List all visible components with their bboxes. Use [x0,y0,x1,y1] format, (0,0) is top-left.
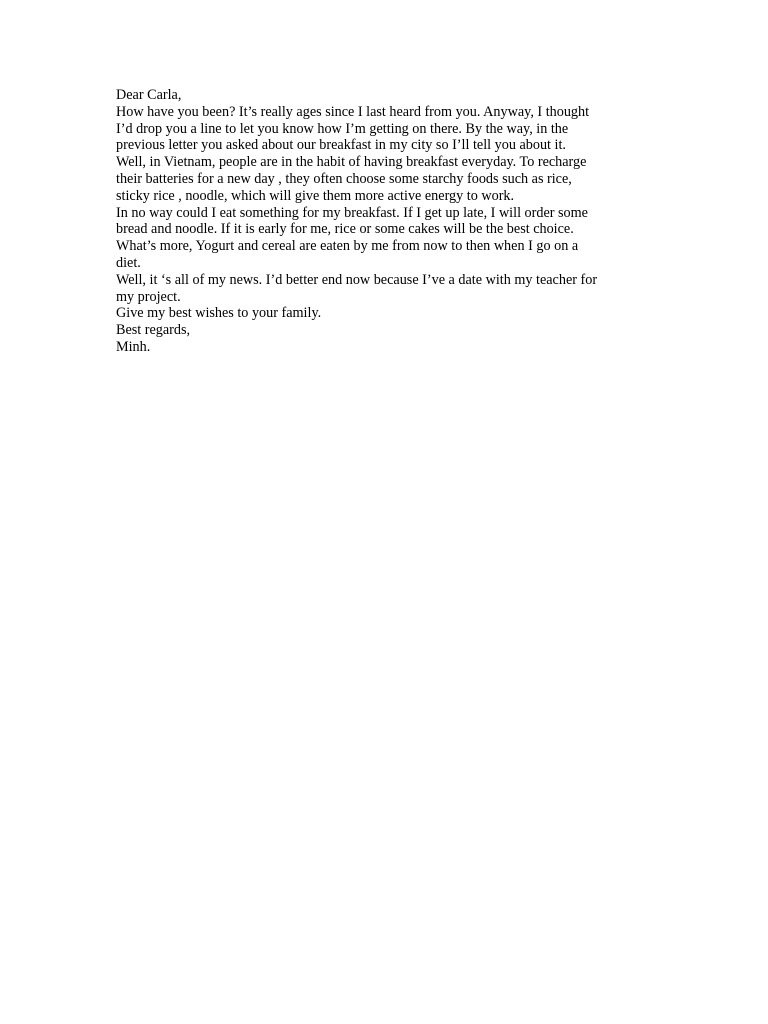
salutation: Dear Carla, [116,87,182,103]
letter-line: Well, in Vietnam, people are in the habit of having breakfast everyday. To recharge [116,154,587,171]
letter-body [116,87,656,356]
letter-line: I’d drop you a line to let you know how I’m getting on there. By the way, in the [116,120,569,137]
closing: Best regards, [116,322,191,339]
letter-line: previous letter you asked about our breakfast in my city so I’ll tell you about it. [116,137,566,154]
letter-line: How have you been? It’s really ages since I last heard from you. Anyway, I thought [116,103,590,120]
signature: Minh. [116,338,151,355]
letter-line: Give my best wishes to your family. [116,305,322,322]
letter-line: sticky rice , noodle, which will give them more active energy to work. [116,187,515,204]
letter-line: In no way could I eat something for my breakfast. If I get up late, I will order some [116,204,588,221]
letter-line: their batteries for a new day , they often choose some starchy foods such as rice, [116,170,572,187]
letter-line: What’s more, Yogurt and cereal are eaten by me from now to then when I go on a [116,238,579,255]
letter-line: my project. [116,288,181,305]
letter-line: Well, it ‘s all of my news. I’d better end now because I’ve a date with my teacher for [116,271,598,288]
letter-line: diet. [116,254,141,271]
letter-line: bread and noodle. If it is early for me, rice or some cakes will be the best choice. [116,221,574,238]
